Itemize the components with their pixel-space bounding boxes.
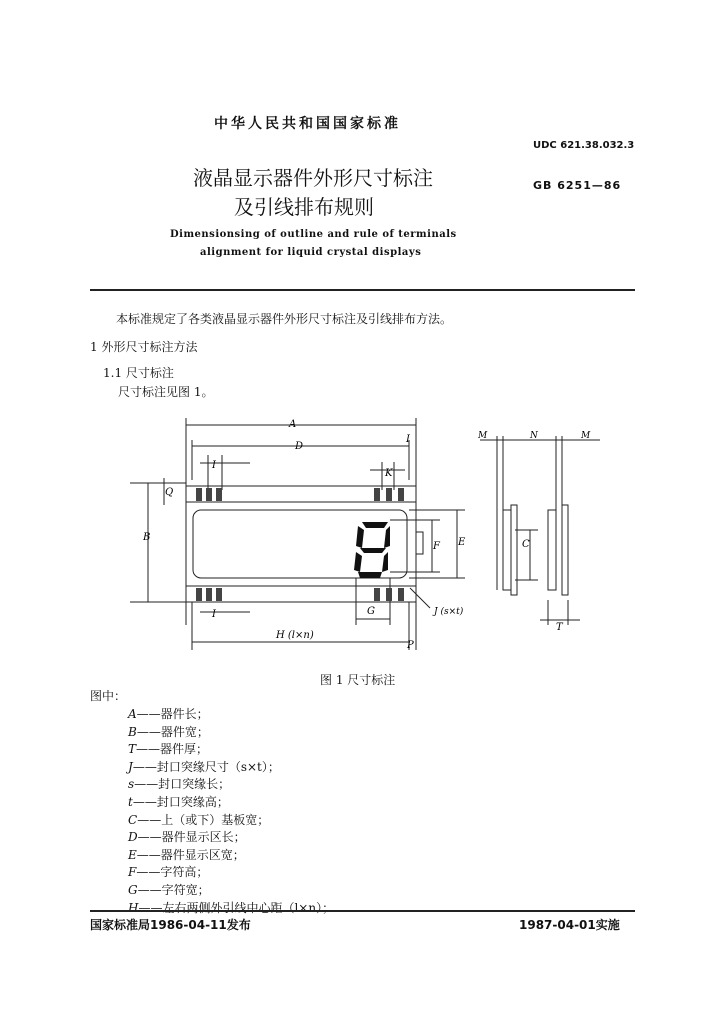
legend-text: ——器件宽； (136, 724, 209, 739)
label-m-left: M (478, 431, 488, 441)
legend-heading: 图中： (90, 689, 127, 703)
title-en-line2: alignment for liquid crystal displays (200, 247, 422, 258)
legend-text: ——封口突缘长； (134, 777, 231, 792)
pins-top (196, 488, 404, 501)
legend-text: ——左右两侧外引线中心距（l×n）； (138, 900, 335, 915)
legend-item (128, 793, 229, 810)
legend-symbol: A (128, 707, 137, 721)
label-i: I (212, 460, 216, 471)
legend-text: ——器件显示区宽； (136, 847, 245, 862)
legend-item (128, 775, 230, 792)
legend-symbol: H (128, 900, 139, 915)
legend-item (128, 828, 246, 845)
legend-symbol: F (128, 865, 137, 880)
label-t: T (556, 622, 563, 633)
legend-symbol: B (128, 724, 137, 739)
label-f: F (433, 541, 440, 552)
udc-code: UDC 621.38.032.3 (533, 140, 635, 151)
pins-bottom (196, 588, 404, 601)
standard-org-header: 中华人民共和国国家标准 (214, 116, 401, 132)
legend-item (128, 758, 280, 775)
title-cn-line1: 液晶显示器件外形尺寸标注 (193, 166, 433, 190)
label-i-top: I (406, 434, 410, 445)
legend-text: ——字符高； (136, 865, 209, 880)
section-1-1-text: 尺寸标注见图 1。 (118, 385, 214, 399)
legend-text: ——器件厚； (136, 742, 209, 757)
label-g: G (367, 606, 375, 617)
section-1-heading: 1 外形尺寸标注方法 (90, 340, 198, 354)
legend-symbol: D (128, 830, 138, 845)
label-p: P (407, 640, 414, 651)
legend-symbol: s (128, 777, 135, 792)
legend-item (128, 723, 209, 740)
legend-item (128, 705, 209, 722)
legend-item (128, 863, 208, 880)
label-b: B (143, 532, 151, 543)
label-a: A (289, 419, 297, 430)
legend-item (128, 881, 210, 898)
legend-symbol: t (128, 795, 133, 809)
legend-symbol: E (128, 847, 137, 862)
label-q: Q (165, 487, 174, 498)
title-cn-line2: 及引线排布规则 (234, 195, 374, 219)
section-1-1-heading: 1.1 尺寸标注 (103, 366, 174, 380)
label-i-bottom: I (212, 609, 216, 620)
label-h: H (l×n) (276, 630, 314, 641)
legend-item (128, 811, 269, 828)
legend-symbol: J (128, 759, 133, 774)
seven-segment-digit (354, 522, 390, 578)
display-area (193, 510, 407, 578)
legend-text: ——器件显示区长； (137, 830, 246, 845)
effective-date: 1987-04-01实施 (519, 918, 620, 932)
figure-caption: 图 1 尺寸标注 (320, 673, 396, 687)
title-en-line1: Dimensionsing of outline and rule of terminals (170, 229, 457, 240)
bottom-divider (90, 910, 635, 912)
gb-code: GB 6251—86 (533, 179, 622, 192)
legend-item (128, 740, 208, 757)
label-j: J (s×t) (434, 607, 464, 617)
seal-flange (416, 532, 423, 554)
legend-symbol: T (128, 742, 137, 757)
legend-text: ——封口突缘高； (132, 795, 229, 809)
intro-paragraph: 本标准规定了各类液晶显示器件外形尺寸标注及引线排布方法。 (116, 312, 453, 326)
side-view (480, 436, 600, 625)
legend-text: ——封口突缘尺寸（s×t）； (132, 759, 280, 774)
legend-text: ——字符宽； (137, 883, 210, 897)
label-d: D (295, 441, 304, 452)
label-e: E (458, 537, 466, 548)
legend-item (128, 899, 334, 916)
legend-symbol: G (128, 883, 138, 897)
legend-item (128, 846, 245, 863)
label-n: N (530, 431, 538, 441)
publish-date: 国家标准局1986-04-11发布 (90, 918, 251, 932)
label-m-right: M (581, 431, 591, 441)
legend-text: ——上（或下）基板宽； (137, 812, 270, 827)
legend-text: ——器件长； (136, 707, 209, 721)
label-k: K (385, 468, 393, 479)
legend-symbol: C (128, 812, 138, 827)
label-c: C (522, 539, 530, 550)
